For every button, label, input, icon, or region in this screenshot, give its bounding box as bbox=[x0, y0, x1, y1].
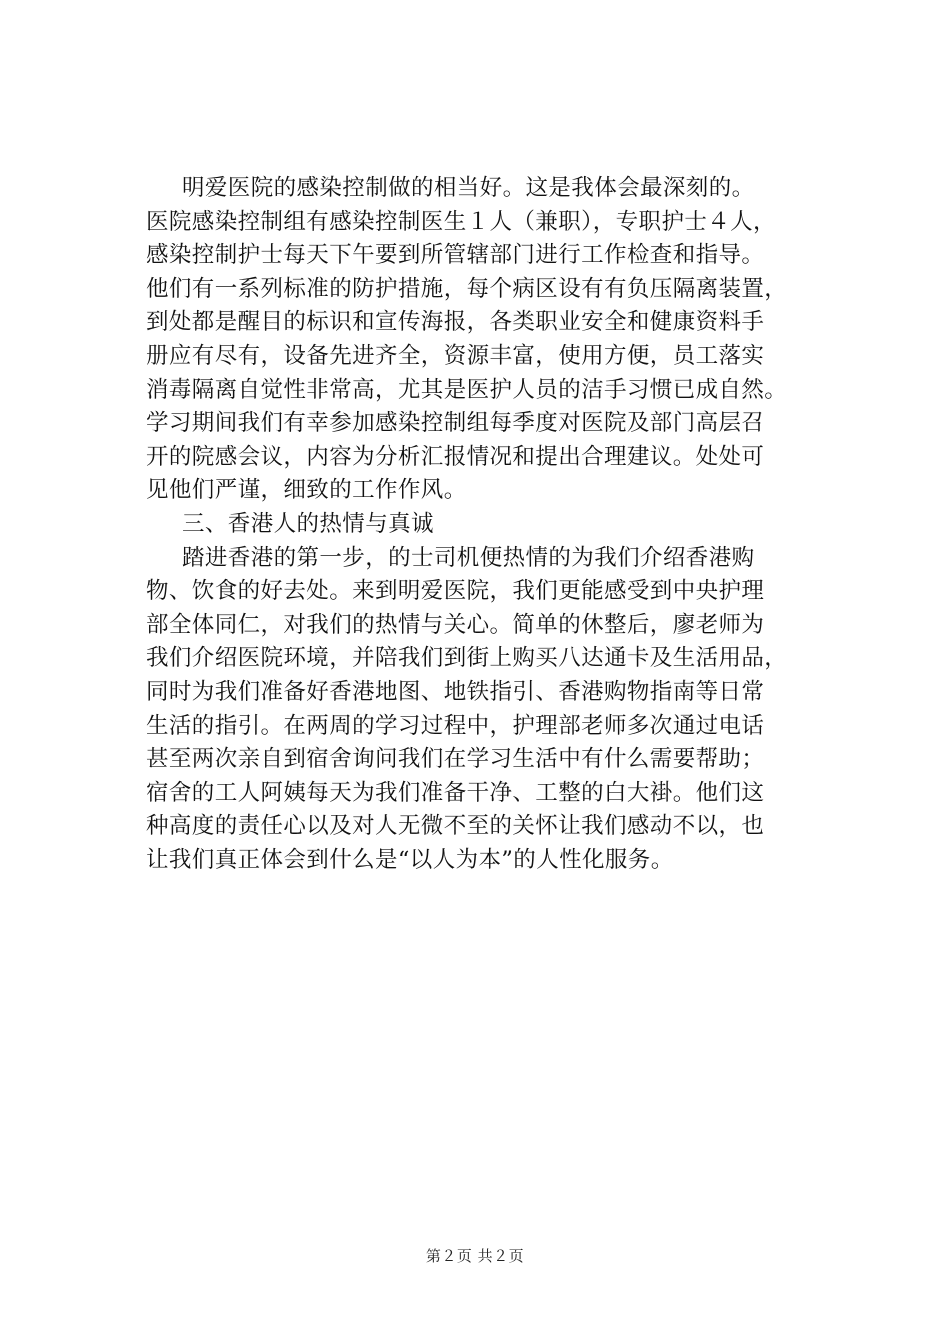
body-text bbox=[146, 172, 846, 877]
paragraph-line: 感染控制护士每天下午要到所管辖部门进行工作检查和指导。 bbox=[146, 242, 765, 269]
paragraph-line: 物、饮食的好去处。来到明爱医院，我们更能感受到中央护理 bbox=[146, 578, 765, 605]
paragraph-line: 册应有尽有，设备先进齐全，资源丰富，使用方便，员工落实 bbox=[146, 342, 765, 369]
section-heading: 三、香港人的热情与真诚 bbox=[182, 510, 434, 537]
page-number-footer: 第２页 共２页 bbox=[425, 1247, 525, 1265]
paragraph-line: 部全体同仁，对我们的热情与关心。简单的休整后，廖老师为 bbox=[146, 611, 765, 638]
paragraph-line: 医院感染控制组有感染控制医生１人（兼职），专职护士４人， bbox=[146, 208, 776, 235]
paragraph-line: 让我们真正体会到什么是“以人为本”的人性化服务。 bbox=[146, 846, 674, 873]
paragraph-line: 消毒隔离自觉性非常高，尤其是医护人员的洁手习惯已成自然。 bbox=[146, 376, 788, 403]
paragraph-line: 我们介绍医院环境，并陪我们到街上购买八达通卡及生活用品， bbox=[146, 645, 788, 672]
paragraph-line: 开的院感会议，内容为分析汇报情况和提出合理建议。处处可 bbox=[146, 443, 765, 470]
paragraph-line: 他们有一系列标准的防护措施，每个病区设有有负压隔离装置， bbox=[146, 275, 788, 302]
paragraph-line: 踏进香港的第一步，的士司机便热情的为我们介绍香港购 bbox=[182, 544, 755, 571]
paragraph-line: 种高度的责任心以及对人无微不至的关怀让我们感动不以，也 bbox=[146, 813, 765, 840]
paragraph-line: 学习期间我们有幸参加感染控制组每季度对医院及部门高层召 bbox=[146, 410, 765, 437]
paragraph-line: 同时为我们准备好香港地图、地铁指引、香港购物指南等日常 bbox=[146, 678, 765, 705]
paragraph-line: 见他们严谨，细致的工作作风。 bbox=[146, 477, 467, 504]
paragraph-line: 宿舍的工人阿姨每天为我们准备干净、工整的白大褂。他们这 bbox=[146, 779, 765, 806]
paragraph-line: 甚至两次亲自到宿舍询问我们在学习生活中有什么需要帮助； bbox=[146, 746, 765, 773]
paragraph-line: 到处都是醒目的标识和宣传海报，各类职业安全和健康资料手 bbox=[146, 309, 765, 336]
paragraph-line: 明爱医院的感染控制做的相当好。这是我体会最深刻的。 bbox=[182, 175, 755, 201]
paragraph-line: 生活的指引。在两周的学习过程中，护理部老师多次通过电话 bbox=[146, 712, 765, 739]
